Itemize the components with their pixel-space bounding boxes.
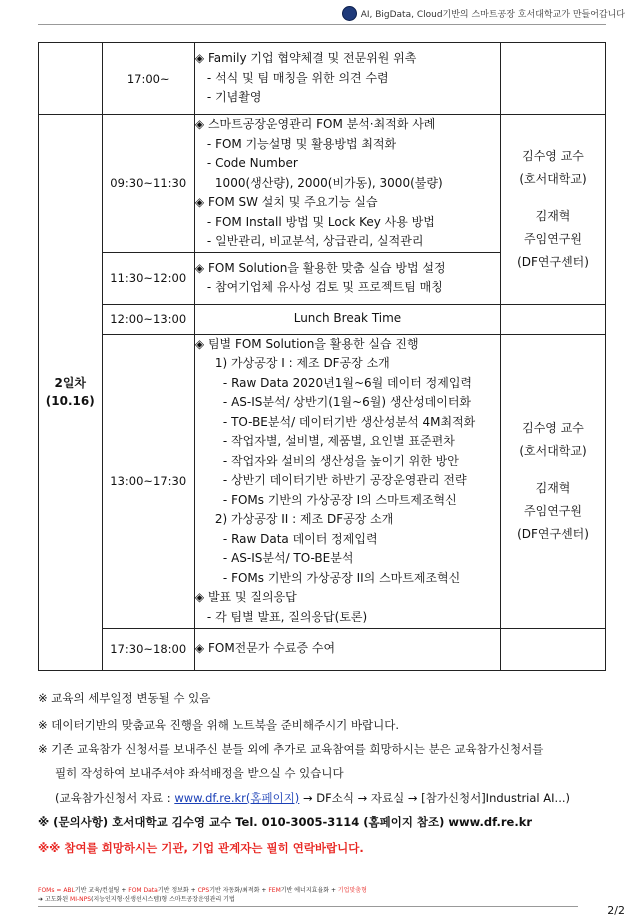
- content-line: ◈ 스마트공장운영관리 FOM 분석·최적화 사례: [194, 117, 436, 131]
- footer-line-2: [38, 895, 367, 904]
- footer-text: 기반 자동화/최적화 +: [209, 887, 269, 894]
- time-cell: 12:00~13:00: [102, 304, 194, 334]
- table-row: [39, 628, 606, 670]
- instructor-cell: [501, 115, 606, 305]
- header-slogan: AI, BigData, Cloud기반의 스마트공장 호서대학교가 만들어갑니다: [360, 10, 625, 20]
- content-cell: ◈ FOM전문가 수료증 수여: [194, 628, 500, 670]
- content-line: ◈ FOM SW 설치 및 주요기능 실습: [194, 195, 378, 209]
- note-application: ※ 기존 교육참가 신청서를 보내주신 분들 외에 추가로 교육참여를 희망하시는 분은 교육참가신청서를: [38, 742, 544, 756]
- time-cell: 17:30~18:00: [102, 628, 194, 670]
- content-line: - AS-IS분석/ 상반기(1월~6월) 생산성데이터화: [222, 395, 472, 410]
- note-laptop: ※ 데이터기반의 맞춤교육 진행을 위해 노트북을 준비해주시기 바랍니다.: [38, 718, 400, 732]
- footer-text: 기반 정보화 +: [157, 887, 198, 894]
- day-cell-blank: [39, 43, 103, 115]
- footer-divider: [38, 906, 578, 907]
- content-line: 1000(생산량), 2000(비가동), 3000(불량): [214, 175, 443, 190]
- instructor-org: (DF연구센터): [517, 526, 589, 541]
- content-line: - FOM 기능설명 및 활용방법 최적화: [206, 136, 397, 151]
- instructor-name: 김재혁: [535, 480, 571, 495]
- content-line: ◈ Family 기업 협약체결 및 전문위원 위촉: [194, 51, 417, 66]
- content-line: - 각 팀별 발표, 질의응답(토론): [206, 609, 368, 624]
- table-row: [39, 43, 606, 115]
- note-schedule-change: ※ 교육의 세부일정 변동될 수 있음: [38, 691, 211, 705]
- content-line: ◈ FOM Solution을 활용한 맞춤 실습 방법 설정: [194, 260, 446, 275]
- content-line: 1) 가상공장 I : 제조 DF공장 소개: [214, 356, 390, 371]
- instructor-cell-blank: [501, 43, 606, 115]
- content-line: - 작업자별, 설비별, 제품별, 요인별 표준편차: [222, 434, 455, 449]
- content-cell: [194, 334, 500, 628]
- content-line: - FOM Install 방법 및 Lock Key 사용 방법: [206, 214, 435, 229]
- content-line: - 작업자와 설비의 생산성을 높이기 위한 방안: [222, 453, 459, 468]
- content-line: - Raw Data 2020년1월~6월 데이터 정제입력: [222, 375, 473, 390]
- instructor-cell-blank: [501, 628, 606, 670]
- instructor-name: 김재혁: [535, 208, 571, 223]
- footer-text: 기반 교육/컨설팅 +: [74, 887, 129, 894]
- content-line: - AS-IS분석/ TO-BE분석: [222, 551, 354, 566]
- content-cell: [194, 252, 500, 304]
- instructor-org: (호서대학교): [519, 443, 587, 458]
- footer-term: FOM Data: [128, 887, 158, 894]
- time-cell: 11:30~12:00: [102, 252, 194, 304]
- time-cell: 17:00~: [102, 43, 194, 115]
- footer-text: ➔ 고도화된: [38, 896, 71, 903]
- footer-term: MI-NPS: [70, 896, 92, 903]
- content-line: - 석식 및 팀 매칭을 위한 의견 수렴: [206, 70, 389, 85]
- footer-term: FEM: [268, 887, 281, 894]
- content-line: - FOMs 기반의 가상공장 II의 스마트제조혁신: [222, 570, 461, 585]
- footer-term: CPS: [197, 887, 210, 894]
- content-cell: [194, 43, 500, 115]
- header-divider: [38, 24, 606, 25]
- time-cell: 09:30~11:30: [102, 115, 194, 253]
- schedule-table: [38, 42, 606, 671]
- footer-term: 기업맞춤형: [337, 887, 367, 894]
- footer-text: (지능인지형·신생선시스템)형 스마트공장운영관리 기법: [91, 896, 235, 903]
- note-form-source: [55, 790, 570, 806]
- instructor-name: 김수영 교수: [522, 148, 584, 163]
- day-label: 2일차: [54, 376, 87, 391]
- day-cell: [39, 115, 103, 671]
- table-row: [39, 304, 606, 334]
- footer-legend: [38, 886, 367, 904]
- content-line: - Raw Data 데이터 정제입력: [222, 531, 378, 546]
- instructor-title: 주임연구원: [524, 503, 582, 518]
- content-line: ◈ 발표 및 질의응답: [194, 590, 297, 605]
- footer-term: ABL: [63, 887, 75, 894]
- content-line: - 상반기 데이터기반 하반기 공장운영관리 전략: [222, 473, 467, 488]
- day-date: (10.16): [45, 394, 95, 409]
- page-header: [342, 6, 625, 21]
- footer-text: 기반 에너지효율화 +: [280, 887, 338, 894]
- page-number: 2/2: [607, 904, 625, 917]
- content-line: - FOMs 기반의 가상공장 I의 스마트제조혁신: [222, 492, 457, 507]
- instructor-cell-blank: [501, 304, 606, 334]
- note-required-contact: ※※ 참여를 희망하시는 기관, 기업 관계자는 필히 연락바랍니다.: [38, 841, 364, 855]
- note-form-path: → DF소식 → 자료실 → [참가신청서]Industrial AI...): [299, 791, 570, 805]
- note-form-prefix: (교육참가신청서 자료 :: [55, 791, 175, 805]
- content-line: - TO-BE분석/ 데이터기반 생산성분석 4M최적화: [222, 414, 476, 429]
- lunch-cell: Lunch Break Time: [194, 304, 500, 334]
- instructor-name: 김수영 교수: [522, 420, 584, 435]
- instructor-title: 주임연구원: [524, 231, 582, 246]
- homepage-link[interactable]: www.df.re.kr(홈페이지): [174, 791, 300, 805]
- time-cell: 13:00~17:30: [102, 334, 194, 628]
- footer-line-1: [38, 886, 367, 895]
- note-contact: ※ (문의사항) 호서대학교 김수영 교수 Tel. 010-3005-3114 (홈페이지 참조) www.df.re.kr: [38, 815, 533, 829]
- content-line: 2) 가상공장 II : 제조 DF공장 소개: [214, 512, 394, 527]
- content-cell: [194, 115, 500, 253]
- footer-term: FOMs =: [38, 887, 64, 894]
- content-line: - 기념촬영: [206, 90, 262, 105]
- note-application-cont: 필히 작성하여 보내주셔야 좌석배정을 받으실 수 있습니다: [55, 766, 344, 780]
- content-line: ◈ 팀별 FOM Solution을 활용한 실습 진행: [194, 336, 419, 351]
- university-logo-icon: [342, 6, 357, 21]
- table-row: [39, 115, 606, 253]
- content-line: - 일반관리, 비교분석, 상급관리, 실적관리: [206, 234, 424, 248]
- content-line: - Code Number: [206, 156, 298, 170]
- instructor-cell: [501, 334, 606, 628]
- table-row: [39, 334, 606, 628]
- instructor-org: (DF연구센터): [517, 254, 589, 269]
- instructor-org: (호서대학교): [519, 171, 587, 186]
- content-line: - 참여기업체 유사성 검토 및 프로젝트팀 매칭: [206, 280, 443, 294]
